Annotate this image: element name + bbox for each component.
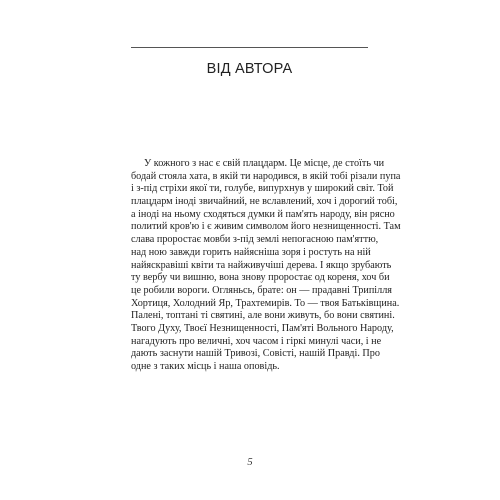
paragraph-line: над ною завжди горить найясніша зоря і ростуть на ній (131, 246, 371, 258)
paragraph-line: це робили вороги. Огляньсь, брате: он — прадавні Трипілля (131, 284, 392, 296)
paragraph-line: одне з таких місць і наша оповідь. (131, 361, 280, 372)
paragraph-line: бодай стояла хата, в якій ти народився, в якій тобі різали пупа (131, 170, 401, 182)
paragraph-line: слава проростає мовби з-під землі непогасною пам'яттю, (131, 234, 379, 246)
paragraph-line: найяскравіші квіти та найживучіші дерева. І якщо зрубають (131, 259, 392, 271)
paragraph-line: і з-під стріхи якої ти, голубе, випурхнув у широкий світ. Той (131, 183, 394, 195)
paragraph-line: плацдарм іноді звичайний, не вславлений, хоч і дорогий тобі, (131, 196, 398, 208)
paragraph-line: а іноді на ньому сходяться думки й пам'ять народу, він рясно (131, 208, 395, 220)
paragraph-line: У кожного з нас є свій плацдарм. Це місце, де стоїть чи (144, 158, 385, 169)
paragraph-line: Палені, топтані ті святині, але вони живуть, бо вони святині. (131, 310, 395, 322)
section-title: ВІД АВТОРА (206, 61, 293, 77)
paragraph-line: Хортиця, Холодний Яр, Трахтемирів. То — твоя Батьківщина. (131, 297, 400, 309)
paragraph-line: политий кров'ю і є живим символом його незнищенності. Там (131, 221, 401, 233)
top-divider (131, 47, 368, 48)
page-number: 5 (247, 457, 253, 468)
paragraph-line: дають заснути нашій Тривозі, Совісті, нашій Правді. Про (131, 348, 380, 360)
body-text (131, 158, 401, 374)
paragraph-line: нагадують про величні, хоч часом і гіркі минулі часи, і не (131, 335, 382, 347)
paragraph-line: ту вербу чи вишню, вона знову проростає од кореня, хоч би (131, 272, 390, 284)
paragraph-line: Твого Духу, Твоєї Незнищенності, Пам'яті Вольного Народу, (131, 322, 394, 334)
